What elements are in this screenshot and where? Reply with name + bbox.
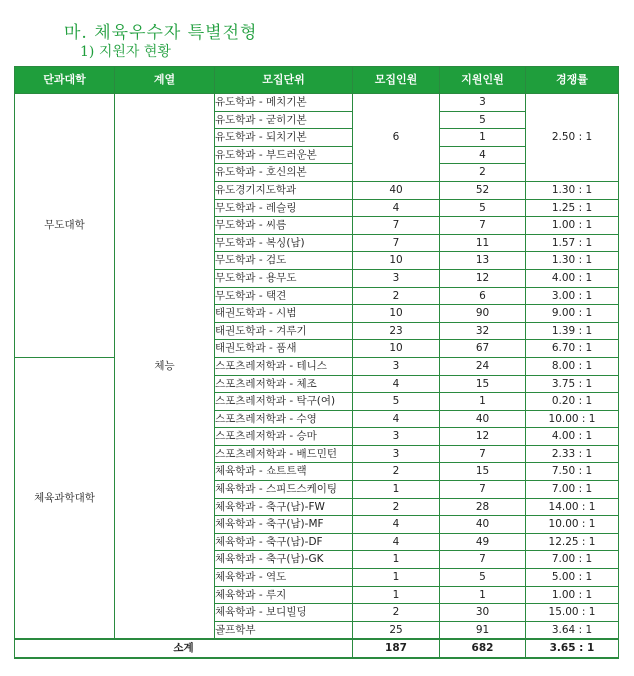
ratio-cell: 7.00 : 1 [526,481,619,499]
ratio-cell: 1.00 : 1 [526,217,619,235]
quota-cell: 3 [353,357,440,375]
ratio-cell: 10.00 : 1 [526,410,619,428]
track-cell: 체능 [115,94,215,640]
applicants-cell: 32 [440,322,526,340]
ratio-cell: 7.00 : 1 [526,551,619,569]
quota-cell: 3 [353,269,440,287]
unit-cell: 태권도학과 - 품새 [215,340,353,358]
quota-cell: 2 [353,287,440,305]
quota-cell: 2 [353,463,440,481]
unit-cell: 스포츠레저학과 - 테니스 [215,357,353,375]
applicants-cell: 40 [440,516,526,534]
unit-cell: 체육학과 - 스피드스케이팅 [215,481,353,499]
unit-cell: 태권도학과 - 겨루기 [215,322,353,340]
quota-cell: 1 [353,481,440,499]
ratio-cell: 15.00 : 1 [526,604,619,622]
quota-cell: 40 [353,181,440,199]
quota-cell: 4 [353,516,440,534]
applicants-cell: 11 [440,234,526,252]
applicants-cell: 5 [440,199,526,217]
quota-cell: 10 [353,340,440,358]
unit-cell: 체육학과 - 루지 [215,586,353,604]
unit-cell: 체육학과 - 보디빌딩 [215,604,353,622]
unit-cell: 무도학과 - 씨름 [215,217,353,235]
applicants-cell: 2 [440,164,526,182]
applicants-cell: 3 [440,94,526,112]
ratio-cell: 6.70 : 1 [526,340,619,358]
applicants-cell: 5 [440,111,526,129]
unit-cell: 유도학과 - 호신의본 [215,164,353,182]
unit-cell: 체육학과 - 축구(남)-FW [215,498,353,516]
table-body [15,94,619,659]
quota-cell: 4 [353,533,440,551]
applicants-cell: 4 [440,146,526,164]
ratio-cell: 7.50 : 1 [526,463,619,481]
unit-cell: 무도학과 - 용무도 [215,269,353,287]
applicant-table [14,66,619,659]
unit-cell: 골프학부 [215,621,353,639]
quota-cell: 7 [353,234,440,252]
unit-cell: 체육학과 - 쇼트트랙 [215,463,353,481]
section-subheading: 1) 지원자 현황 [80,44,171,60]
college-cell: 무도대학 [15,94,115,358]
unit-cell: 체육학과 - 역도 [215,569,353,587]
ratio-cell: 10.00 : 1 [526,516,619,534]
applicants-cell: 15 [440,463,526,481]
table-row [15,357,619,375]
ratio-cell: 1.30 : 1 [526,181,619,199]
applicants-cell: 1 [440,586,526,604]
header-quota: 모집인원 [353,67,440,94]
ratio-cell: 1.57 : 1 [526,234,619,252]
ratio-cell: 9.00 : 1 [526,305,619,323]
quota-cell: 3 [353,428,440,446]
quota-cell: 5 [353,393,440,411]
unit-cell: 무도학과 - 택견 [215,287,353,305]
subtotal-label: 소계 [15,639,353,658]
unit-cell: 유도학과 - 굳히기본 [215,111,353,129]
applicants-cell: 52 [440,181,526,199]
applicants-cell: 15 [440,375,526,393]
ratio-cell: 14.00 : 1 [526,498,619,516]
quota-cell: 1 [353,569,440,587]
applicants-cell: 40 [440,410,526,428]
quota-cell: 2 [353,604,440,622]
header-unit: 모집단위 [215,67,353,94]
quota-cell: 1 [353,551,440,569]
quota-cell: 3 [353,445,440,463]
header-applicants: 지원인원 [440,67,526,94]
unit-cell: 스포츠레저학과 - 승마 [215,428,353,446]
applicants-cell: 1 [440,393,526,411]
applicants-cell: 49 [440,533,526,551]
table-row [15,94,619,112]
ratio-cell: 2.33 : 1 [526,445,619,463]
college-cell: 체육과학대학 [15,357,115,639]
applicants-cell: 13 [440,252,526,270]
ratio-cell: 1.39 : 1 [526,322,619,340]
applicants-cell: 5 [440,569,526,587]
unit-cell: 유도학과 - 되치기본 [215,129,353,147]
ratio-cell: 1.25 : 1 [526,199,619,217]
quota-cell: 10 [353,252,440,270]
unit-cell: 태권도학과 - 시범 [215,305,353,323]
subtotal-ratio: 3.65 : 1 [526,639,619,658]
applicants-cell: 90 [440,305,526,323]
quota-cell: 4 [353,199,440,217]
unit-cell: 체육학과 - 축구(남)-MF [215,516,353,534]
header-track: 계열 [115,67,215,94]
unit-cell: 체육학과 - 축구(남)-GK [215,551,353,569]
ratio-cell: 12.25 : 1 [526,533,619,551]
quota-cell: 4 [353,375,440,393]
applicants-cell: 6 [440,287,526,305]
applicants-cell: 24 [440,357,526,375]
applicants-cell: 67 [440,340,526,358]
quota-cell: 7 [353,217,440,235]
applicants-cell: 7 [440,551,526,569]
applicants-cell: 7 [440,217,526,235]
unit-cell: 스포츠레저학과 - 탁구(여) [215,393,353,411]
ratio-cell: 8.00 : 1 [526,357,619,375]
quota-cell: 1 [353,586,440,604]
quota-cell: 2 [353,498,440,516]
subtotal-applicants: 682 [440,639,526,658]
applicants-cell: 30 [440,604,526,622]
quota-cell: 10 [353,305,440,323]
ratio-cell: 4.00 : 1 [526,428,619,446]
applicants-cell: 91 [440,621,526,639]
ratio-cell: 4.00 : 1 [526,269,619,287]
unit-cell: 스포츠레저학과 - 체조 [215,375,353,393]
ratio-cell: 1.00 : 1 [526,586,619,604]
unit-cell: 스포츠레저학과 - 수영 [215,410,353,428]
ratio-cell: 5.00 : 1 [526,569,619,587]
ratio-cell: 0.20 : 1 [526,393,619,411]
quota-cell: 4 [353,410,440,428]
subtotal-row [15,639,619,658]
ratio-cell: 3.00 : 1 [526,287,619,305]
ratio-cell: 1.30 : 1 [526,252,619,270]
applicants-cell: 7 [440,445,526,463]
unit-cell: 체육학과 - 축구(남)-DF [215,533,353,551]
ratio-cell: 3.75 : 1 [526,375,619,393]
applicants-cell: 28 [440,498,526,516]
table-header-row [15,67,619,94]
unit-cell: 무도학과 - 검도 [215,252,353,270]
applicants-cell: 12 [440,269,526,287]
applicants-cell: 12 [440,428,526,446]
unit-cell: 유도학과 - 메치기본 [215,94,353,112]
applicants-cell: 7 [440,481,526,499]
ratio-cell: 2.50 : 1 [526,94,619,182]
quota-cell: 25 [353,621,440,639]
section-heading: 마. 체육우수자 특별전형 [64,23,258,43]
unit-cell: 무도학과 - 복싱(남) [215,234,353,252]
quota-cell: 23 [353,322,440,340]
applicants-cell: 1 [440,129,526,147]
header-ratio: 경쟁률 [526,67,619,94]
ratio-cell: 3.64 : 1 [526,621,619,639]
unit-cell: 무도학과 - 레슬링 [215,199,353,217]
unit-cell: 유도경기지도학과 [215,181,353,199]
unit-cell: 유도학과 - 부드러운본 [215,146,353,164]
subtotal-quota: 187 [353,639,440,658]
quota-cell: 6 [353,94,440,182]
header-college: 단과대학 [15,67,115,94]
unit-cell: 스포츠레저학과 - 배드민턴 [215,445,353,463]
